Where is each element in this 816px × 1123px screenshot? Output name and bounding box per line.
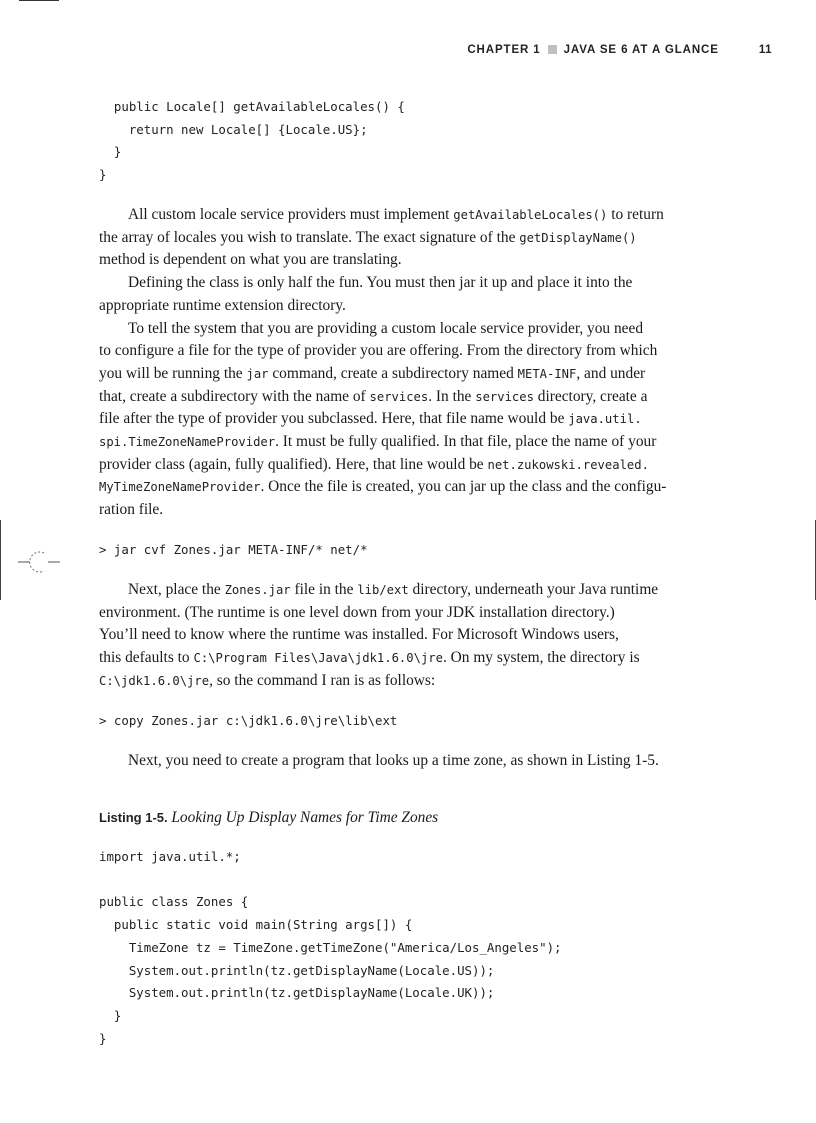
text: provider class (again, fully qualified). Here, that line would be (99, 455, 488, 473)
code-line: public static void main(String args[]) { (99, 917, 413, 933)
text-line (99, 431, 719, 454)
code-line: } (99, 144, 122, 160)
text-line (99, 476, 719, 499)
inline-code: C:\Program Files\Java\jdk1.6.0\jre (193, 651, 443, 666)
text: Next, place the (128, 581, 225, 598)
text: , and under (576, 364, 646, 382)
text: , so the command I ran is as follows: (209, 671, 436, 689)
text: you will be running the (99, 364, 247, 382)
listing-caption (99, 807, 438, 829)
chapter-label: CHAPTER 1 (467, 44, 541, 56)
inline-code: getAvailableLocales() (453, 208, 608, 222)
text-line (99, 363, 719, 386)
command-line-jar: > jar cvf Zones.jar META-INF/* net/* (99, 542, 368, 557)
text-line (99, 204, 719, 227)
command-line-copy: > copy Zones.jar c:\jdk1.6.0\jre\lib\ext (99, 713, 398, 728)
listing-title: Looking Up Display Names for Time Zones (171, 809, 439, 826)
inline-code: services (369, 389, 429, 404)
text-line: Defining the class is only half the fun. You must then jar it up and place it into the (128, 274, 633, 292)
code-line: public Locale[] getAvailableLocales() { (99, 99, 405, 114)
registration-mark-icon (18, 548, 62, 576)
text: . In the (428, 387, 476, 405)
inline-code: spi.TimeZoneNameProvider (99, 435, 276, 450)
code-line: } (99, 1030, 107, 1046)
inline-code: META-INF (517, 366, 577, 381)
text-line (99, 670, 719, 693)
text-line: ration file. (99, 501, 164, 519)
inline-code: services (475, 389, 534, 404)
text: . It must be fully qualified. In that file, place the name of your (275, 433, 657, 451)
text-line (99, 227, 719, 250)
text: file in the (290, 581, 358, 598)
text: directory, underneath your Java runtime (408, 581, 659, 598)
text: this defaults to (99, 649, 194, 667)
inline-code: net.zukowski.revealed. (487, 457, 649, 472)
text-line: method is dependent on what you are translating. (99, 251, 402, 269)
page-number: 11 (758, 44, 772, 56)
inline-code: getDisplayName() (519, 230, 637, 245)
separator-square-icon (548, 45, 557, 54)
inline-code: MyTimeZoneNameProvider (99, 480, 261, 495)
text-line: To tell the system that you are providing a custom locale service provider, you need (128, 319, 644, 337)
text-line: appropriate runtime extension directory. (99, 296, 346, 314)
code-line: } (99, 167, 107, 183)
code-line: System.out.println(tz.getDisplayName(Locale.UK)); (99, 985, 495, 1001)
code-block-top (99, 96, 405, 187)
inline-code: lib/ext (357, 583, 409, 597)
top-rule (19, 0, 59, 1)
text: command, create a subdirectory named (268, 364, 518, 382)
inline-code: C:\jdk1.6.0\jre (99, 673, 210, 688)
text-line (99, 579, 719, 602)
running-header (0, 44, 772, 56)
text-line (99, 454, 719, 477)
inline-code: java.util. (568, 412, 642, 427)
text-line (99, 647, 719, 670)
code-line: System.out.println(tz.getDisplayName(Locale.US)); (99, 962, 495, 978)
chapter-title: JAVA SE 6 AT A GLANCE (563, 44, 719, 56)
crop-mark-left (0, 520, 1, 600)
code-line: return new Locale[] {Locale.US}; (99, 121, 368, 137)
code-block-listing (99, 846, 562, 1050)
text-line (99, 386, 719, 409)
code-line: import java.util.*; (99, 849, 241, 864)
text: the array of locales you wish to translate. The exact signature of the (99, 228, 520, 246)
text: All custom locale service providers must implement (128, 206, 454, 223)
paragraph-5 (99, 750, 719, 773)
text: to return (607, 206, 664, 223)
text-line: environment. (The runtime is one level down from your JDK installation directory.) (99, 603, 615, 621)
code-line: } (99, 1007, 122, 1023)
text: . Once the file is created, you can jar up the class and the configu- (260, 478, 667, 496)
inline-code: jar (246, 366, 269, 381)
text-line: to configure a file for the type of provider you are offering. From the directory from which (99, 342, 658, 360)
listing-label: Listing 1-5. (99, 810, 168, 825)
paragraph-4 (99, 579, 719, 693)
text: directory, create a (533, 387, 648, 405)
text: . On my system, the directory is (442, 649, 640, 667)
paragraph-1 (99, 204, 719, 522)
code-line: TimeZone tz = TimeZone.getTimeZone("America/Los_Angeles"); (99, 939, 562, 955)
inline-code: Zones.jar (224, 583, 291, 597)
text: that, create a subdirectory with the name of (99, 387, 370, 405)
code-line: public class Zones { (99, 894, 249, 910)
text-line: Next, you need to create a program that looks up a time zone, as shown in Listing 1-5. (128, 752, 659, 769)
text-line: You’ll need to know where the runtime was installed. For Microsoft Windows users, (99, 626, 619, 644)
text-line (99, 408, 719, 431)
text: file after the type of provider you subclassed. Here, that file name would be (99, 410, 569, 428)
